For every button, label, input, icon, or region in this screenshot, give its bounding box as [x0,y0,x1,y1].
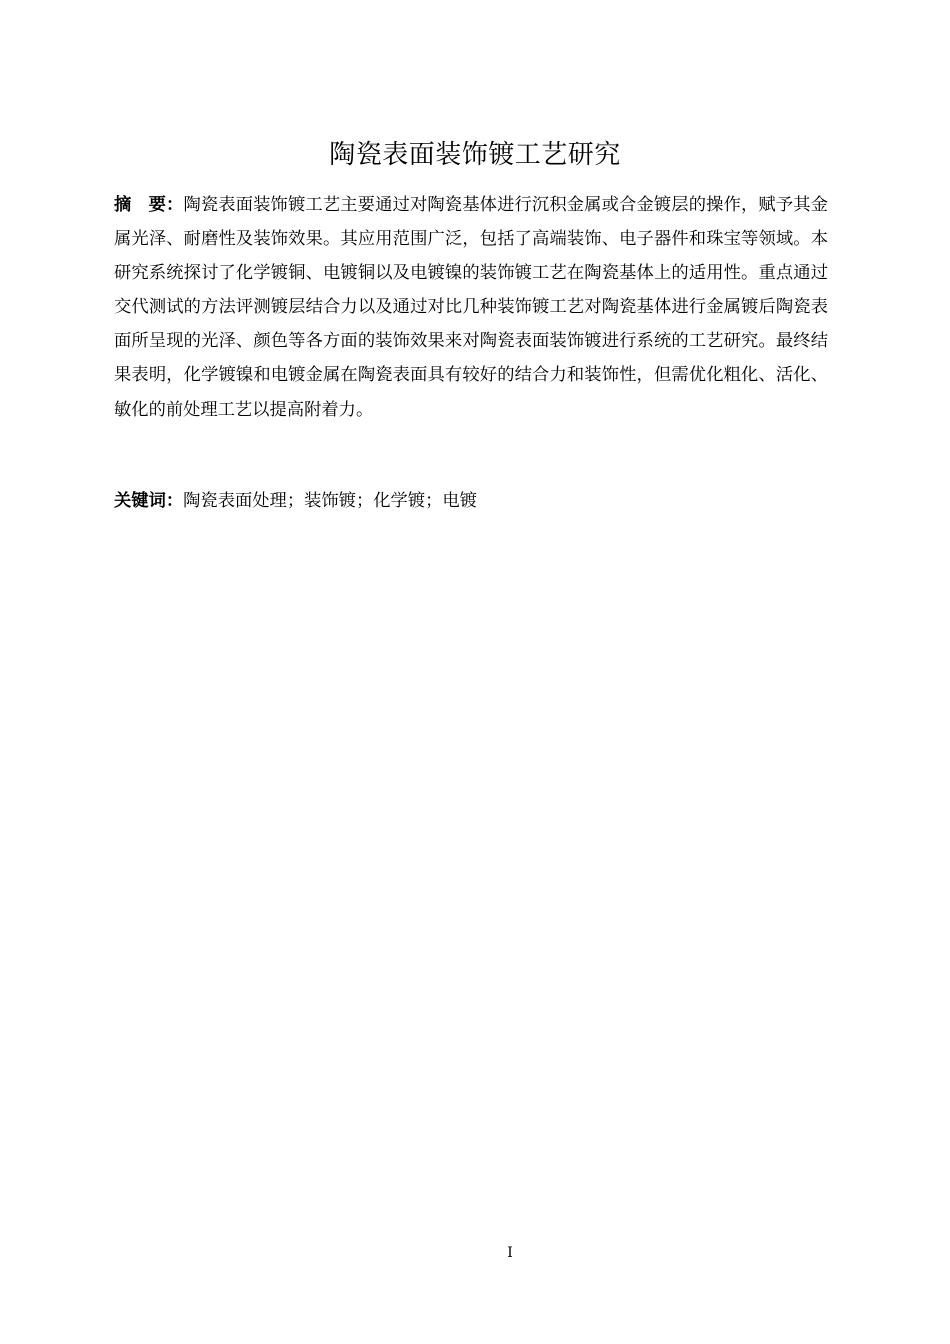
keywords-text: 陶瓷表面处理；装饰镀；化学镀；电镀 [183,491,477,511]
abstract-label-second: 要： [148,195,184,215]
abstract-section [114,188,828,427]
keywords-label: 关键词： [114,491,184,511]
page-number: I [507,1245,513,1261]
abstract-label-first: 摘 [114,195,132,215]
abstract-label [114,195,183,215]
keywords-section [114,484,828,518]
paper-title: 陶瓷表面装饰镀工艺研究 [329,140,621,171]
abstract-text: 陶瓷表面装饰镀工艺主要通过对陶瓷基体进行沉积金属或合金镀层的操作，赋予其金属光泽、耐磨性及装饰效果。其应用范围广泛，包括了高端装饰、电子器件和珠宝等领域。本研究系统探讨了化学镀铜、电镀铜以及电镀镍的装饰镀工艺在陶瓷基体上的适用性。重点通过交代测试的方法评测镀层结合力以及通过对比几种装饰镀工艺对陶瓷基体进行金属镀后陶瓷表面所呈现的光泽、颜色等各方面的装饰效果来对陶瓷表面装饰镀进行系统的工艺研究。最终结果表明，化学镀镍和电镀金属在陶瓷表面具有较好的结合力和装饰性，但需优化粗化、活化、敏化的前处理工艺以提高附着力。 [114,195,828,420]
